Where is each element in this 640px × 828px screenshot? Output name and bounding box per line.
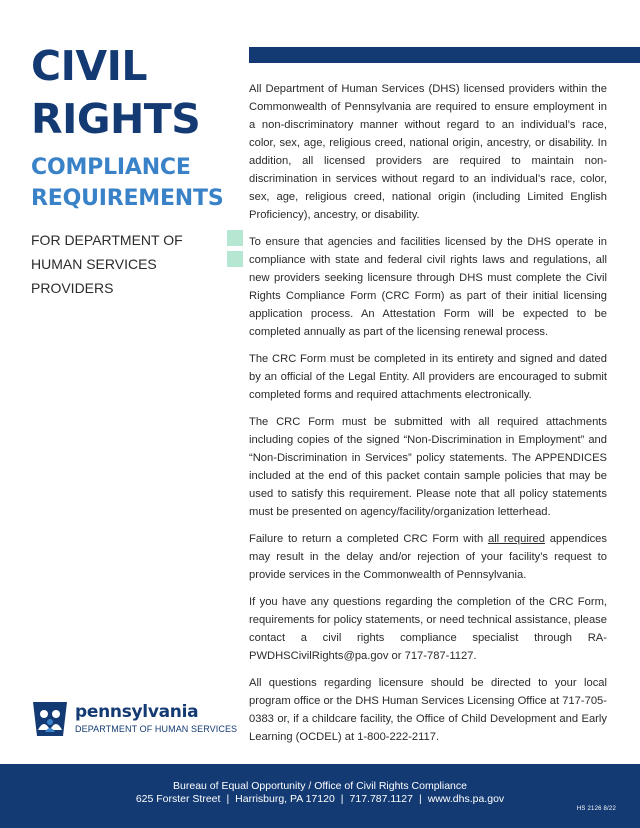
paragraph-failure [249,530,607,584]
footer-contact [0,793,640,805]
paragraph-licensure: To ensure that agencies and facilities licensed by the DHS operate in compliance with state and federal civil rights laws and regulations, all new providers seeking licensure through DHS must complete the Civil Rights Compliance Form (CRC Form) as part of their initial licensing application process. An Attestation Form will be expected to be completed annually as part of the licensing renewal process. [249,236,607,338]
footer-website[interactable]: www.dhs.pa.gov [427,793,505,805]
header-bar [249,47,640,63]
keystone-family-icon [31,700,69,738]
footer-city: Harrisburg, PA 17120 [235,793,335,805]
title-line-requirements: REQUIREMENTS [31,186,224,211]
footer-address: 625 Forster Street [135,793,221,805]
paragraph-attachments: The CRC Form must be submitted with all required attachments including copies of the signed “Non-Discrimination in Employment” and “Non-Discrimination in Services” policy statements. The APPENDICES included at the end of this packet contain sample policies that may be used to satisfy this requirement. Please note that all policy statements must be presented on agency/facility/organization letterhead. [249,416,607,518]
title-line-civil: CIVIL [31,42,147,90]
body-text [249,80,607,755]
document-subtitle [31,228,211,300]
accent-square-top [227,230,243,246]
failure-text-before: Failure to return a completed CRC Form with [249,533,488,545]
form-code: HS 2126 8/22 [576,806,616,812]
subtitle-line-2: HUMAN SERVICES [31,256,157,272]
title-line-compliance: COMPLIANCE [31,155,191,180]
subtitle-line-1: FOR DEPARTMENT OF [31,232,183,248]
paragraph-crc-completion: The CRC Form must be completed in its entirety and signed and dated by an official of the Legal Entity. All providers are encouraged to submit completed forms and required attachments electronically. [249,353,607,401]
paragraph-questions: If you have any questions regarding the completion of the CRC Form, requirements for policy statements, or need technical assistance, please contact a civil rights compliance specialist through RA-PWDHSCivilRights@pa.gov or 717-787-1127. [249,596,607,662]
footer-separator: | [340,793,344,805]
failure-text-after: appendices may result in the delay and/or rejection of your facility’s request to provide services in the Commonwealth of Pennsylvania. [249,533,607,581]
footer-bureau: Bureau of Equal Opportunity / Office of Civil Rights Compliance [173,780,467,792]
logo-wordmark: pennsylvania [75,702,199,722]
all-required-emphasis: all required [487,533,545,545]
footer-separator: | [418,793,422,805]
paragraph-intro: All Department of Human Services (DHS) licensed providers within the Commonwealth of Pennsylvania are required to ensure employment in a non-discriminatory manner without regard to an individual’s race, color, sex, age, religious creed, national origin, ancestry, or disability. In addition, all licensed providers are required to maintain non-discrimination in services without regard to an individual’s race, color, sex, age, religious creed, national origin (including Limited English Proficiency), ancestry, or disability. [249,83,607,221]
document-title [31,40,236,214]
paragraph-licensing-contact: All questions regarding licensure should be directed to your local program office or the DHS Human Services Licensing Office at 717-705-0383 or, if a childcare facility, the Office of Child Development and Early Learning (OCDEL) at 1-800-222-2117. [249,677,607,743]
footer-separator: | [226,793,230,805]
pennsylvania-dhs-logo [31,700,238,740]
accent-square-bottom [227,251,243,267]
subtitle-line-3: PROVIDERS [31,280,114,296]
footer [0,764,640,828]
footer-phone: 717.787.1127 [349,793,413,805]
title-line-rights: RIGHTS [31,95,201,143]
logo-department: DEPARTMENT OF HUMAN SERVICES [75,724,238,734]
